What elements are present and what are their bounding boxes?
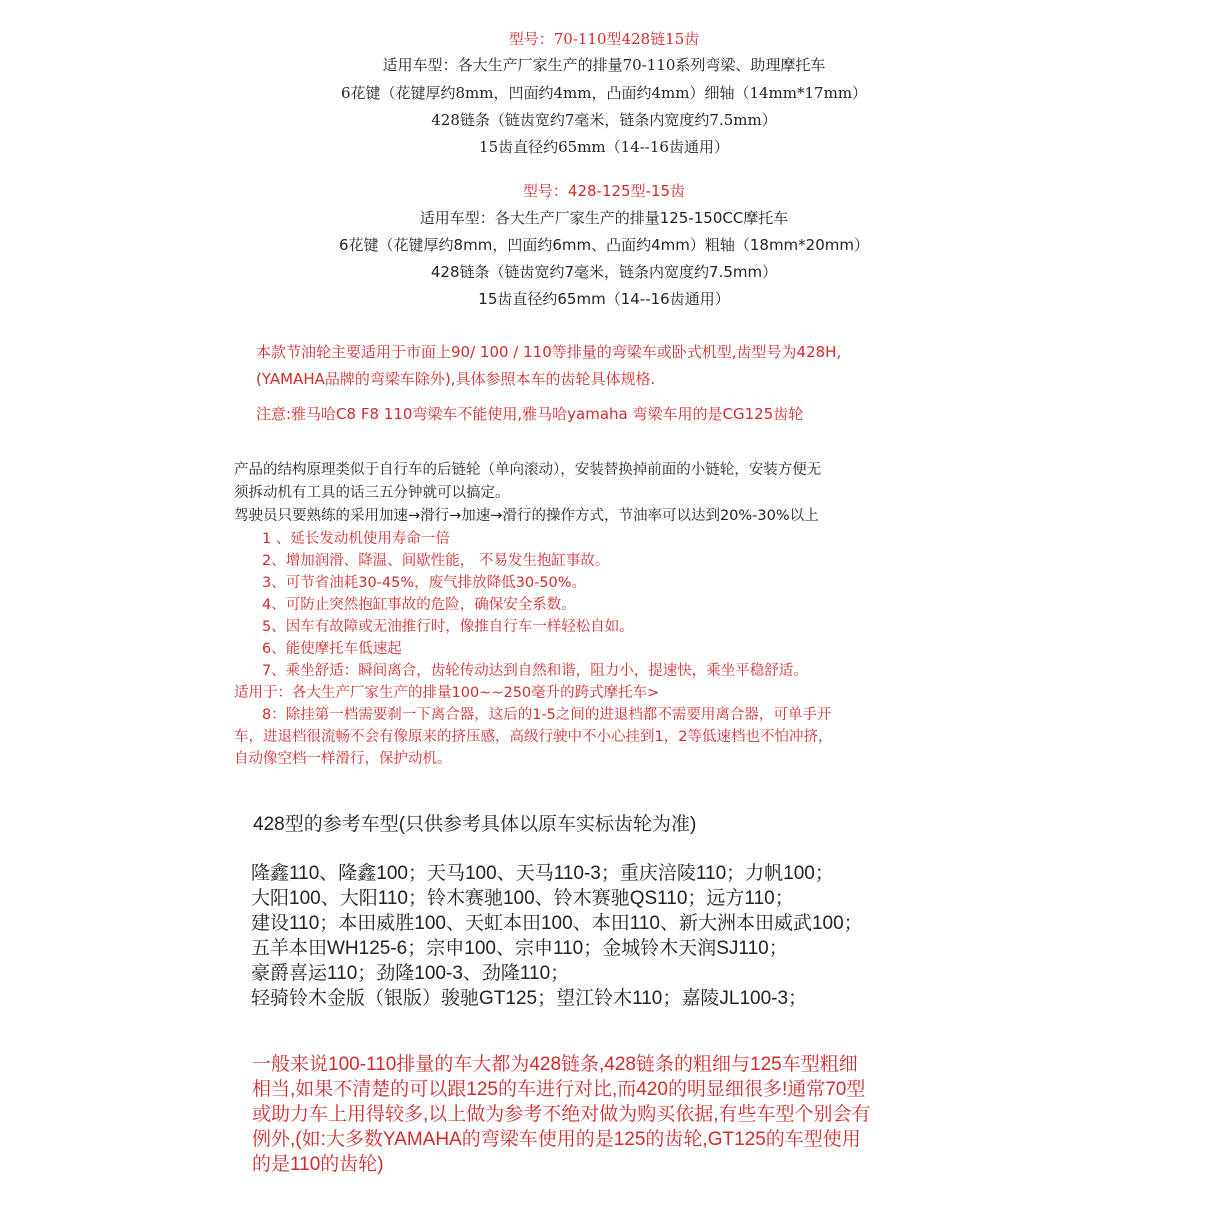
feature-item: 6、能使摩托车低速起 [262, 641, 402, 657]
footer-line: 一般来说100-110排量的车大都为428链条,428链条的粗细与125车型粗细 [252, 1054, 858, 1075]
section2-line: 适用车型：各大生产厂家生产的排量125-150CC摩托车 [419, 209, 789, 227]
footer-line: 相当,如果不清楚的可以跟125的车进行对比,而420的明显细很多!通常70型 [252, 1079, 866, 1100]
footer-line: 或助力车上用得较多,以上做为参考不绝对做为购买依据,有些车型个别会有 [252, 1104, 871, 1125]
notice-warning: 注意:雅马哈C8 F8 110弯梁车不能使用,雅马哈yamaha 弯梁车用的是CG125齿轮 [256, 405, 804, 423]
notice-line: (YAMAHA品牌的弯梁车除外),具体参照本车的齿轮具体规格. [256, 370, 656, 388]
reference-heading: 428型的参考车型(只供参考具体以原车实标齿轮为准) [253, 814, 697, 835]
feature-item: 1 、延长发动机使用寿命一倍 [262, 531, 450, 547]
reference-model-line: 豪爵喜运110；劲隆100-3、劲隆110； [251, 963, 570, 984]
feature-item8-line: 8：除挂第一档需要刹一下离合器，这后的1-5之间的进退档都不需要用离合器，可单手开 [262, 707, 832, 723]
section2-line: 15齿直径约65mm（14--16齿通用） [478, 290, 730, 308]
reference-model-line: 大阳100、大阳110；铃木赛驰100、铃木赛驰QS110；远方110； [251, 888, 794, 909]
features-intro-line: 驾驶员只要熟练的采用加速→滑行→加速→滑行的操作方式，节油率可以达到20%-30%以上 [234, 508, 819, 524]
footer-line: 例外,(如:大多数YAMAHA的弯梁车使用的是125的齿轮,GT125的车型使用 [252, 1129, 861, 1150]
section1-title: 型号：70-110型428链15齿 [508, 30, 700, 48]
reference-model-line: 轻骑铃木金版（银版）骏驰GT125；望江铃木110；嘉陵JL100-3； [251, 988, 808, 1009]
feature-item: 7、乘坐舒适：瞬间离合，齿轮传动达到自然和谐，阻力小，提速快，乘坐平稳舒适。 [262, 663, 808, 679]
footer-line: 的是110的齿轮) [252, 1154, 384, 1175]
feature-item8-line: 车，进退档很流畅不会有像原来的挤压感，高级行驶中不小心挂到1，2等低速档也不怕冲挤， [234, 729, 833, 745]
features-intro-line: 须拆动机有工具的话三五分钟就可以搞定。 [234, 485, 510, 501]
notice-line: 本款节油轮主要适用于市面上90/ 100 / 110等排量的弯梁车或卧式机型,齿型号为428H, [256, 343, 842, 361]
reference-model-line: 建设110；本田威胜100、天虹本田100、本田110、新大洲本田威武100； [251, 913, 863, 934]
feature-item: 4、可防止突然抱缸事故的危险，确保安全系数。 [262, 597, 576, 613]
feature-item8-line: 自动像空档一样滑行，保护动机。 [234, 751, 452, 767]
section2-line: 428链条（链齿宽约7毫米，链条内宽度约7.5mm） [430, 263, 778, 281]
reference-model-line: 隆鑫110、隆鑫100；天马100、天马110-3；重庆涪陵110；力帆100； [251, 863, 834, 884]
feature-item: 5、因车有故障或无油推行时，像推自行车一样轻松自如。 [262, 619, 634, 635]
section2-title: 型号：428-125型-15齿 [522, 182, 686, 200]
section1-line: 适用车型：各大生产厂家生产的排量70-110系列弯梁、助理摩托车 [382, 56, 826, 74]
section1-line: 6花键（花键厚约8mm，凹面约4mm，凸面约4mm）细轴（14mm*17mm） [340, 84, 868, 102]
section1-line: 428链条（链齿宽约7毫米，链条内宽度约7.5mm） [431, 111, 777, 129]
section2-line: 6花键（花键厚约8mm，凹面约6mm、凸面约4mm）粗轴（18mm*20mm） [339, 236, 869, 254]
reference-model-line: 五羊本田WH125-6；宗申100、宗申110；金城铃木天润SJ110； [251, 938, 788, 959]
feature-item: 2、增加润滑、降温、间歇性能， 不易发生抱缸事故。 [262, 553, 610, 569]
features-intro-line: 产品的结构原理类似于自行车的后链轮（单向滚动），安装替换掉前面的小链轮，安装方便无 [234, 462, 822, 478]
applicable-models: 适用于：各大生产厂家生产的排量100~~250毫升的跨式摩托车> [234, 685, 660, 701]
feature-item: 3、可节省油耗30-45%，废气排放降低30-50%。 [262, 575, 587, 591]
section1-line: 15齿直径约65mm（14--16齿通用） [479, 138, 729, 156]
